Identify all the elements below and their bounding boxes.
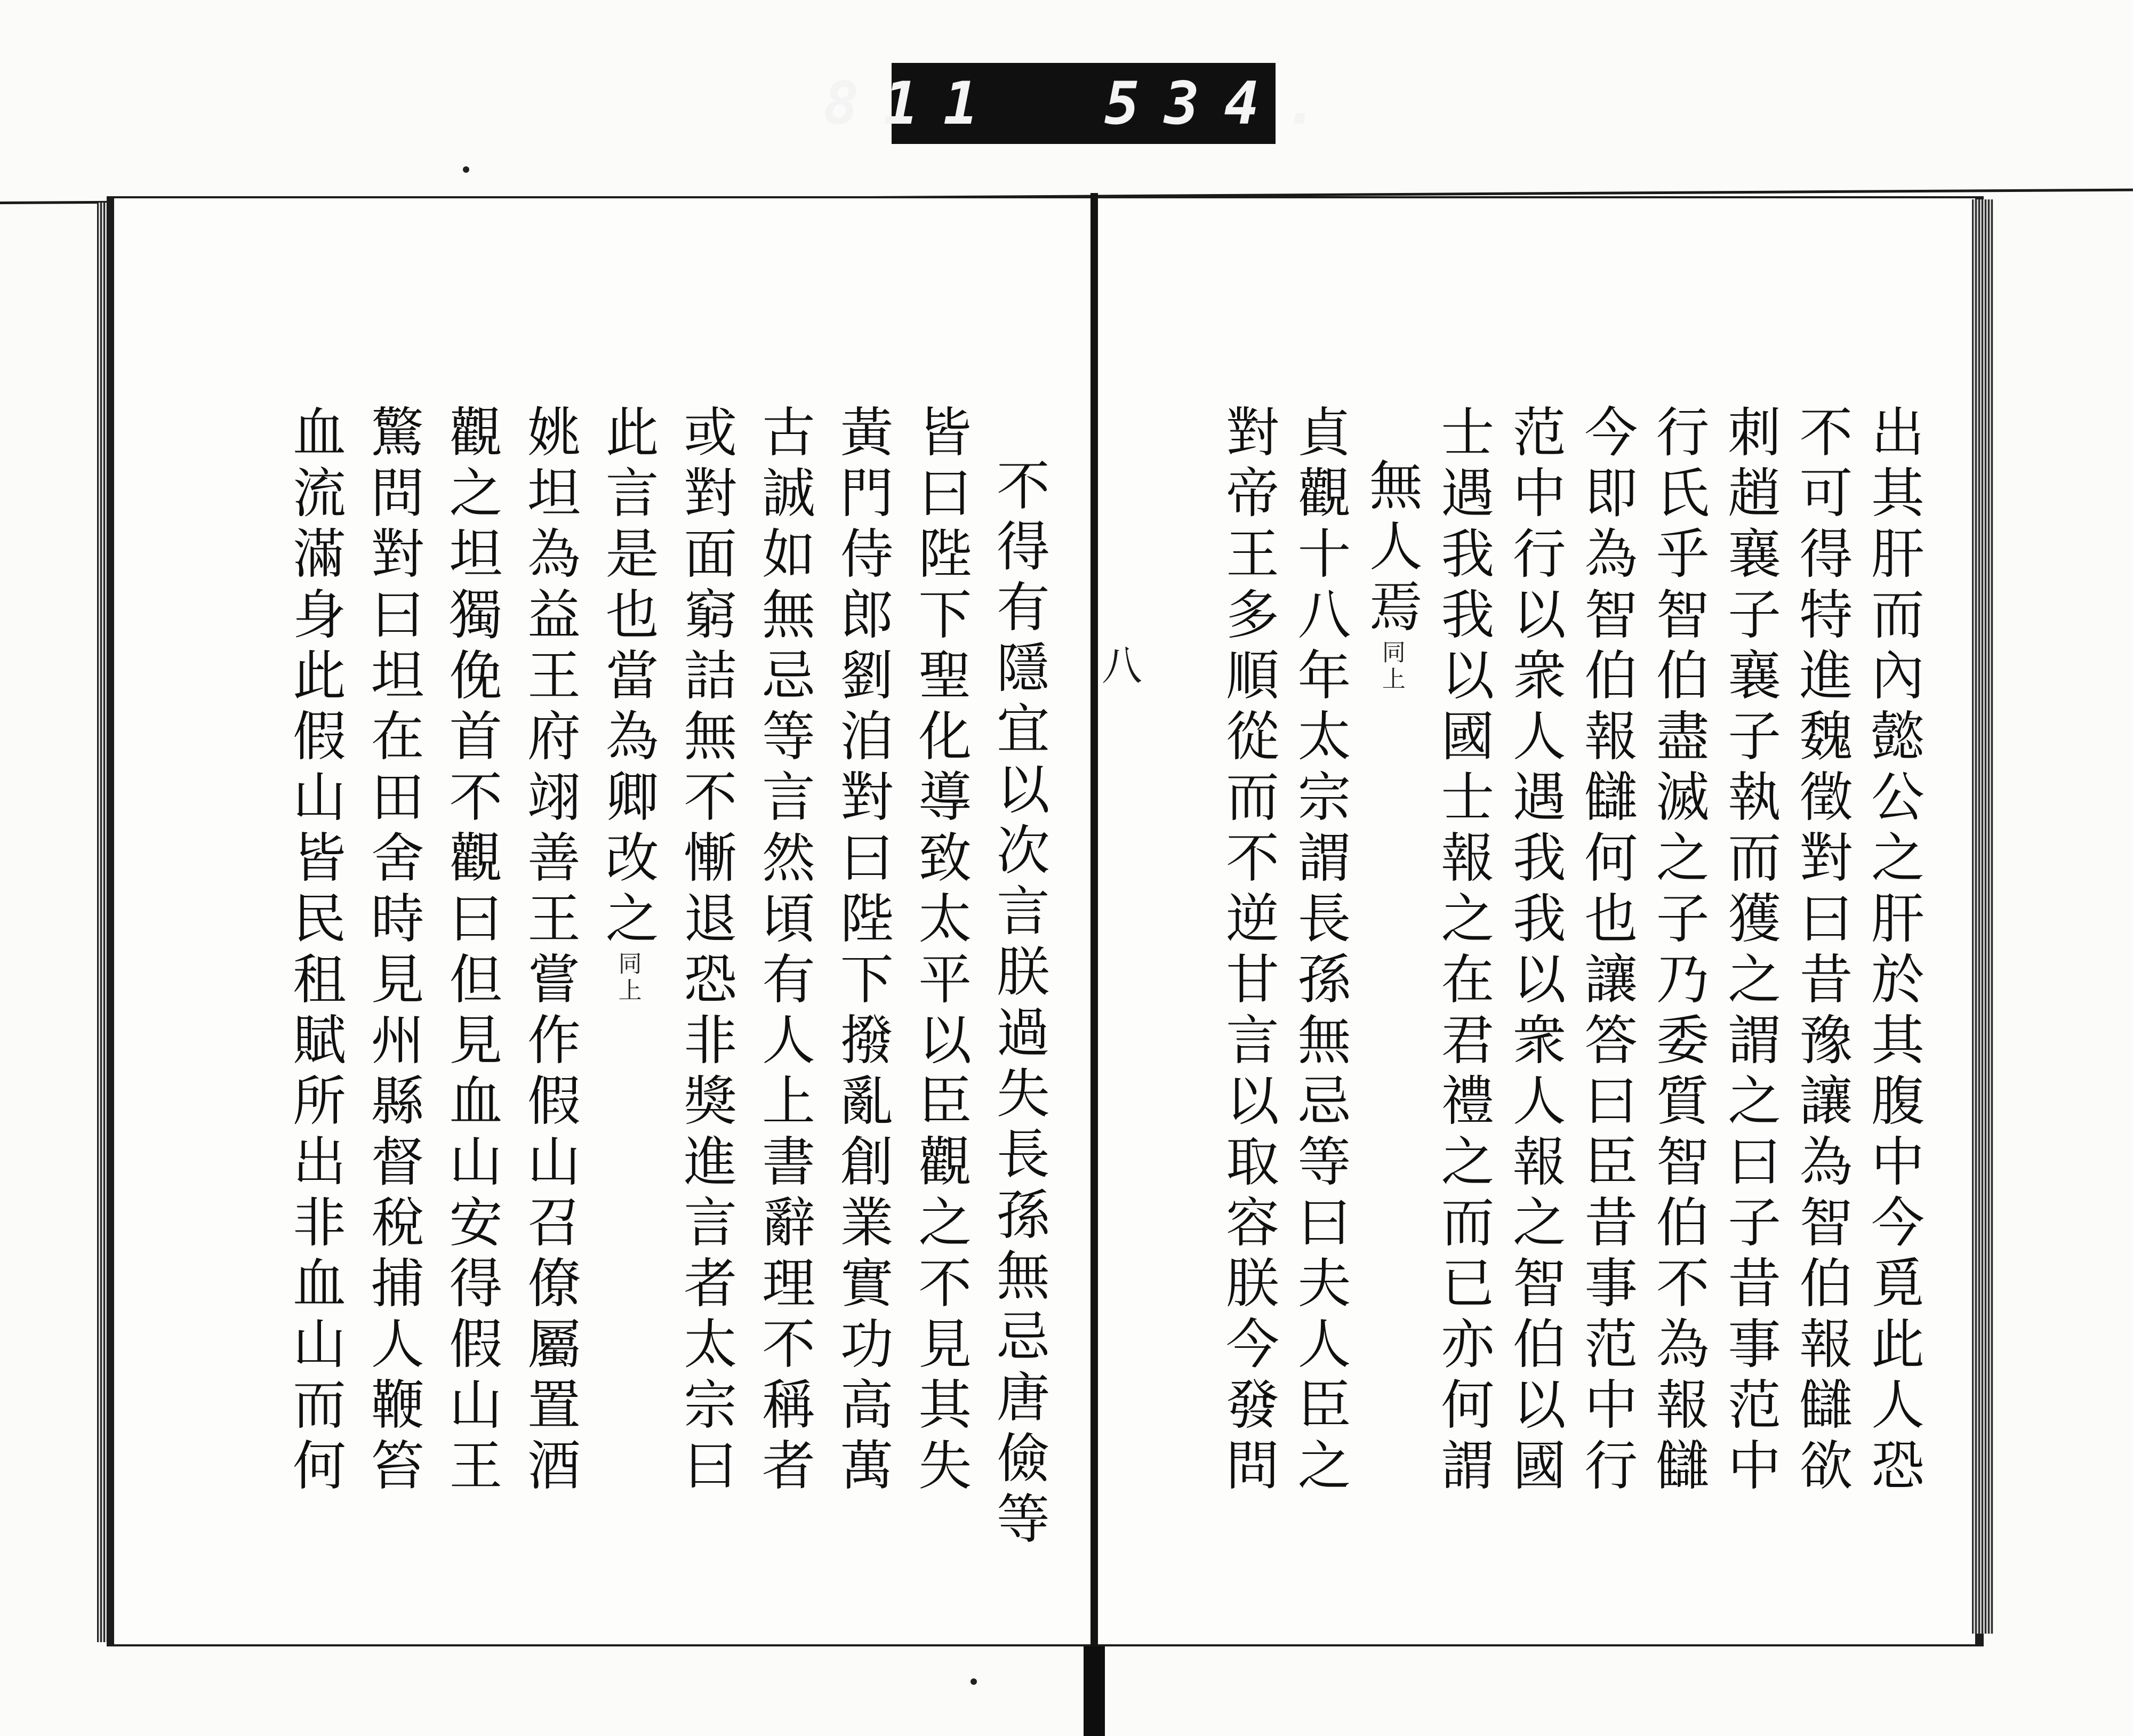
text-column: 黃門侍郎劉洎對曰陛下撥亂創業實功高萬 [831,404,894,1498]
text-column: 不可得特進魏徵對曰昔豫讓為智伯報讎欲 [1790,404,1853,1498]
text-column: 或對面窮詰無不慚退恐非獎進言者太宗曰 [675,404,737,1498]
text-column: 范中行以衆人遇我我以衆人報之智伯以國 [1503,404,1566,1498]
text-column: 士遇我我以國士報之在君禮之而已亦何謂 [1432,404,1495,1498]
ink-speck [463,166,469,173]
text-column: 驚問對曰坦在田舍時見州縣督稅捕人鞭笞 [362,404,424,1498]
text-column: 刺趙襄子襄子執而獲之謂之曰子昔事范中 [1719,404,1782,1498]
text-column: 血流滿身此假山皆民租賦所出非血山而何 [284,404,346,1498]
gutter-tab [1084,1646,1105,1736]
right-page-edges [1972,199,1993,1634]
text-column-with-note [596,404,660,1630]
text-column: 皆曰陛下聖化導致太平以臣觀之不見其失 [909,404,972,1498]
book-gutter [1090,193,1098,1729]
source-note: 同上 [1377,640,1405,693]
folio-number: 八 [1102,642,1142,689]
text-column: 行氏乎智伯盡滅之子乃委質智伯不為報讎 [1647,404,1710,1498]
text-column: 姚坦為益王府翊善王嘗作假山召僚屬置酒 [518,404,581,1498]
text-column-with-note [1359,404,1423,1630]
text-column: 不得有隱宜以次言朕過失長孫無忌唐儉等 [987,457,1050,1552]
text-column: 古誠如無忌等言然頃有人上書辭理不稱者 [752,404,815,1498]
text-column: 貞觀十八年太宗謂長孫無忌等曰夫人臣之 [1288,404,1351,1498]
right-page-text [1216,404,1925,1630]
catalog-number-right: 534. [1104,69,1344,138]
open-book [107,196,1984,1653]
catalog-number-plate [823,63,1344,144]
source-note: 同上 [614,951,641,1004]
column-text: 無人焉 [1360,457,1423,640]
ink-speck [971,1678,977,1685]
text-column: 對帝王多順從而不逆甘言以取容朕今發問 [1217,404,1279,1498]
text-column: 出其肝而內懿公之肝於其腹中今覓此人恐 [1862,404,1924,1498]
left-page-text [283,404,1051,1630]
text-column: 今即為智伯報讎何也讓答曰臣昔事范中行 [1575,404,1638,1498]
column-text: 此言是也當為卿改之 [596,404,659,951]
text-column: 觀之坦獨俛首不觀曰但見血山安得假山王 [440,404,503,1498]
catalog-number [823,63,1344,144]
catalog-number-left: 811 [823,69,1003,138]
